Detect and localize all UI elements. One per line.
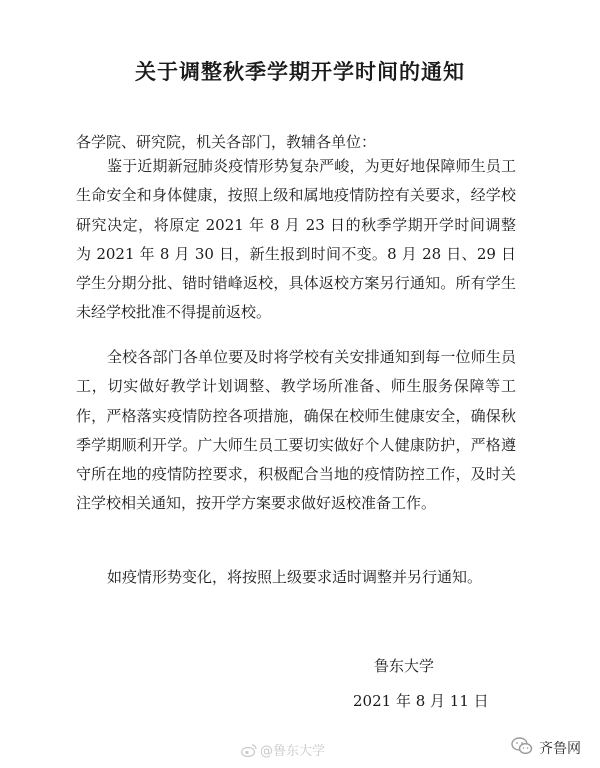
paragraph-1: 鉴于近期新冠肺炎疫情形势复杂严峻，为更好地保障师生员工生命安全和身体健康，按照上级和属地疫情防控有关要求，经学校研究决定，将原定 2021 年 8 月 23 日的秋季学期开学时间调整为 2021 年 8 月 30 日，新生报到时间不变。8 月 28 日、29 日学生分期分批、错时错峰返校，具体返校方案另行通知。所有学生未经学校批准不得提前返校。: [76, 157, 516, 322]
salutation: 各学院、研究院，机关各部门，教辅各单位：: [76, 133, 377, 151]
weibo-icon: [241, 743, 257, 761]
footer: [0, 730, 600, 768]
paragraph-3: 如疫情形势变化，将按照上级要求适时调整并另行通知。: [107, 568, 483, 586]
wechat-icon: [511, 736, 533, 760]
notice-title: 关于调整秋季学期开学时间的通知: [135, 59, 465, 84]
weibo-watermark-text: @鲁东大学: [260, 744, 326, 759]
signer: 鲁东大学: [374, 657, 435, 675]
brand-name: 齐鲁网: [539, 741, 581, 757]
paragraph-2: 全校各部门各单位要及时将学校有关安排通知到每一位师生员工，切实做好教学计划调整、教学场所准备、师生服务保障等工作，严格落实疫情防控各项措施，确保在校师生健康安全，确保秋季学期顺利开学。广大师生员工要切实做好个人健康防护，严格遵守所在地的疫情防控要求，积极配合当地的疫情防控工作，及时关注学校相关通知，按开学方案要求做好返校准备工作。: [76, 348, 516, 513]
issue-date: 2021 年 8 月 11 日: [353, 692, 489, 710]
weibo-watermark: [241, 740, 325, 761]
brand: [511, 736, 581, 760]
